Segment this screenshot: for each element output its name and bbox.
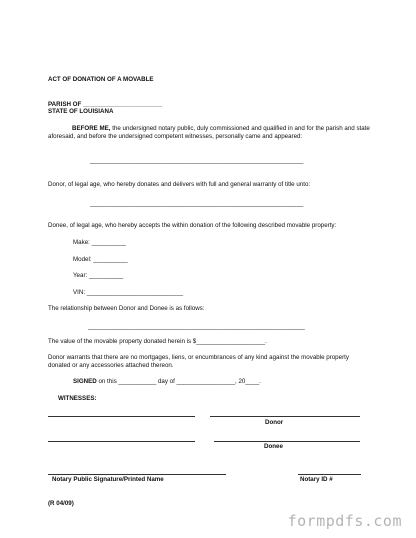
before-me-text: the undersigned notary public, duly commissioned and qualified in and for the parish and state aforesaid, and before the undersigned competent witnesses, personally came and appeared: (48, 125, 370, 141)
donor-intro: Donor, of legal age, who hereby donates and delivers with full and general warranty of title unto: (48, 181, 311, 188)
document-title: ACT OF DONATION OF A MOVABLE (48, 76, 154, 83)
parish-line: PARISH OF _______________________ (48, 101, 163, 108)
witness-two-signature-line (48, 441, 195, 442)
donee-name-blank: ______________________________________________________________ (90, 200, 304, 207)
signed-line (73, 378, 261, 386)
year-field: Year: __________ (73, 272, 124, 279)
donee-intro: Donee, of legal age, who hereby accepts the within donation of the following described movable property: (48, 222, 337, 229)
notary-signature-line (48, 474, 226, 475)
donor-label: Donor (265, 419, 284, 426)
notary-id-line (298, 474, 361, 475)
value-line: The value of the movable property donated herein is $____________________. (48, 338, 267, 345)
warranty-paragraph: Donor warrants that there are no mortgages, liens, or encumbrances of any kind against the movable property donated or any accessories attached thereon. (48, 354, 349, 370)
model-field: Model: __________ (73, 256, 128, 263)
appearer-blank: ______________________________________________________________ (90, 157, 304, 164)
before-me-bold: BEFORE ME, (72, 125, 111, 132)
relationship-blank: _______________________________________________________________ (88, 323, 305, 330)
donor-signature-line (210, 416, 360, 417)
signed-bold: SIGNED (73, 378, 97, 385)
witness-one-signature-line (48, 416, 195, 417)
witnesses-heading: WITNESSES: (58, 395, 97, 402)
vin-field: VIN: ____________________________ (73, 289, 184, 296)
site-watermark: formpdfs.com (287, 512, 402, 530)
make-field: Make: __________ (73, 239, 126, 246)
donee-label: Donee (264, 443, 283, 450)
before-me-paragraph (48, 125, 370, 142)
donee-signature-line (214, 441, 360, 442)
signed-text: on this ___________ day of _________________, 20____. (96, 378, 261, 385)
revision-code: (R 04/09) (48, 500, 74, 507)
notary-id-label: Notary ID # (300, 476, 333, 483)
relationship-label: The relationship between Donor and Donee is as follows: (48, 305, 205, 312)
notary-label: Notary Public Signature/Printed Name (52, 476, 164, 483)
state-line: STATE OF LOUISIANA (48, 108, 114, 115)
